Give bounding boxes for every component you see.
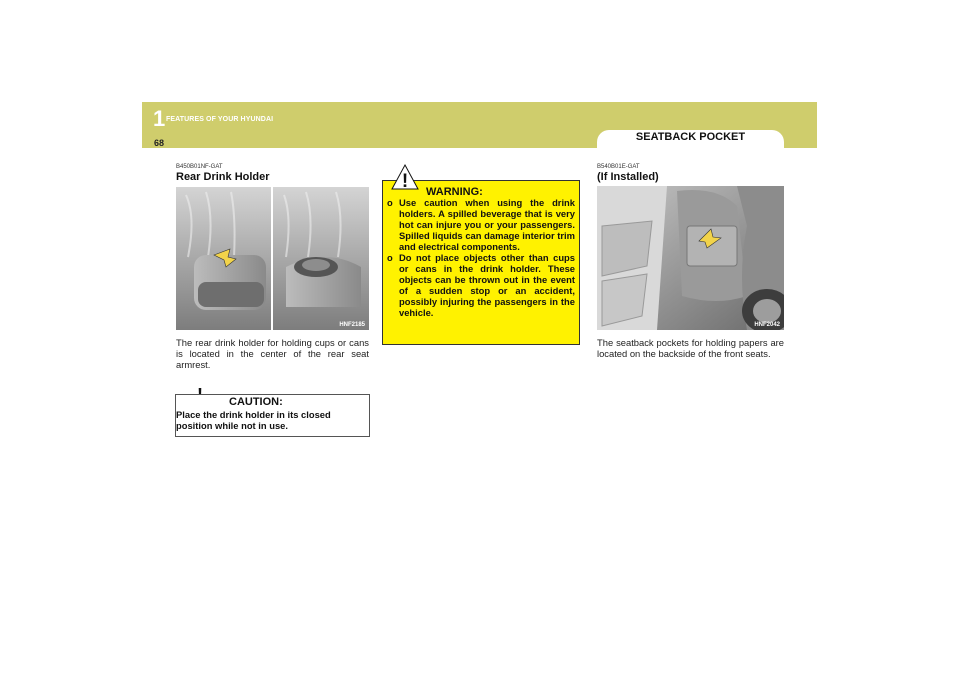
- right-code: B540B01E-GAT: [597, 164, 640, 170]
- seatback-pocket-illustration: [597, 186, 784, 330]
- image-label: HNF2042: [754, 322, 780, 328]
- page-number: 68: [154, 138, 165, 148]
- drink-holder-illustration: [176, 187, 369, 330]
- warning-item: [387, 197, 575, 252]
- bullet-marker: o: [387, 197, 393, 208]
- warning-item-text: Do not place objects other than cups or cans in the drink holder. These objects can be thrown out in the event of a sudden stop or an accident, possibly injuring the passengers in the vehicle.: [399, 252, 575, 318]
- left-body-text: The rear drink holder for holding cups or cans is located in the center of the rear seat armrest.: [176, 337, 369, 370]
- caution-text: Place the drink holder in its closed position while not in use.: [176, 409, 331, 431]
- right-heading: (If Installed): [597, 171, 659, 183]
- right-body-text: The seatback pockets for holding papers are located on the backside of the front seats.: [597, 337, 784, 359]
- chapter-title: FEATURES OF YOUR HYUNDAI: [166, 116, 274, 123]
- warning-list: [387, 197, 575, 318]
- left-code: B450B01NF-GAT: [176, 164, 223, 170]
- image-label: HNF2185: [339, 322, 365, 328]
- drink-holder-photo: [176, 187, 369, 330]
- warning-title: WARNING:: [426, 186, 483, 198]
- warning-item-text: Use caution when using the drink holders. A spilled beverage that is very hot can injure you or your passengers. Spilled liquids can damage interior trim and electrical components.: [399, 197, 575, 252]
- svg-text:!: !: [401, 171, 409, 191]
- warning-item: [387, 252, 575, 318]
- chapter-number: 1: [153, 106, 166, 131]
- warning-triangle-icon: [391, 163, 419, 196]
- left-heading: Rear Drink Holder: [176, 171, 270, 183]
- bullet-marker: o: [387, 252, 393, 263]
- seatback-pocket-photo: [597, 186, 784, 330]
- caution-title: CAUTION:: [229, 396, 283, 408]
- section-title: SEATBACK POCKET: [635, 131, 746, 143]
